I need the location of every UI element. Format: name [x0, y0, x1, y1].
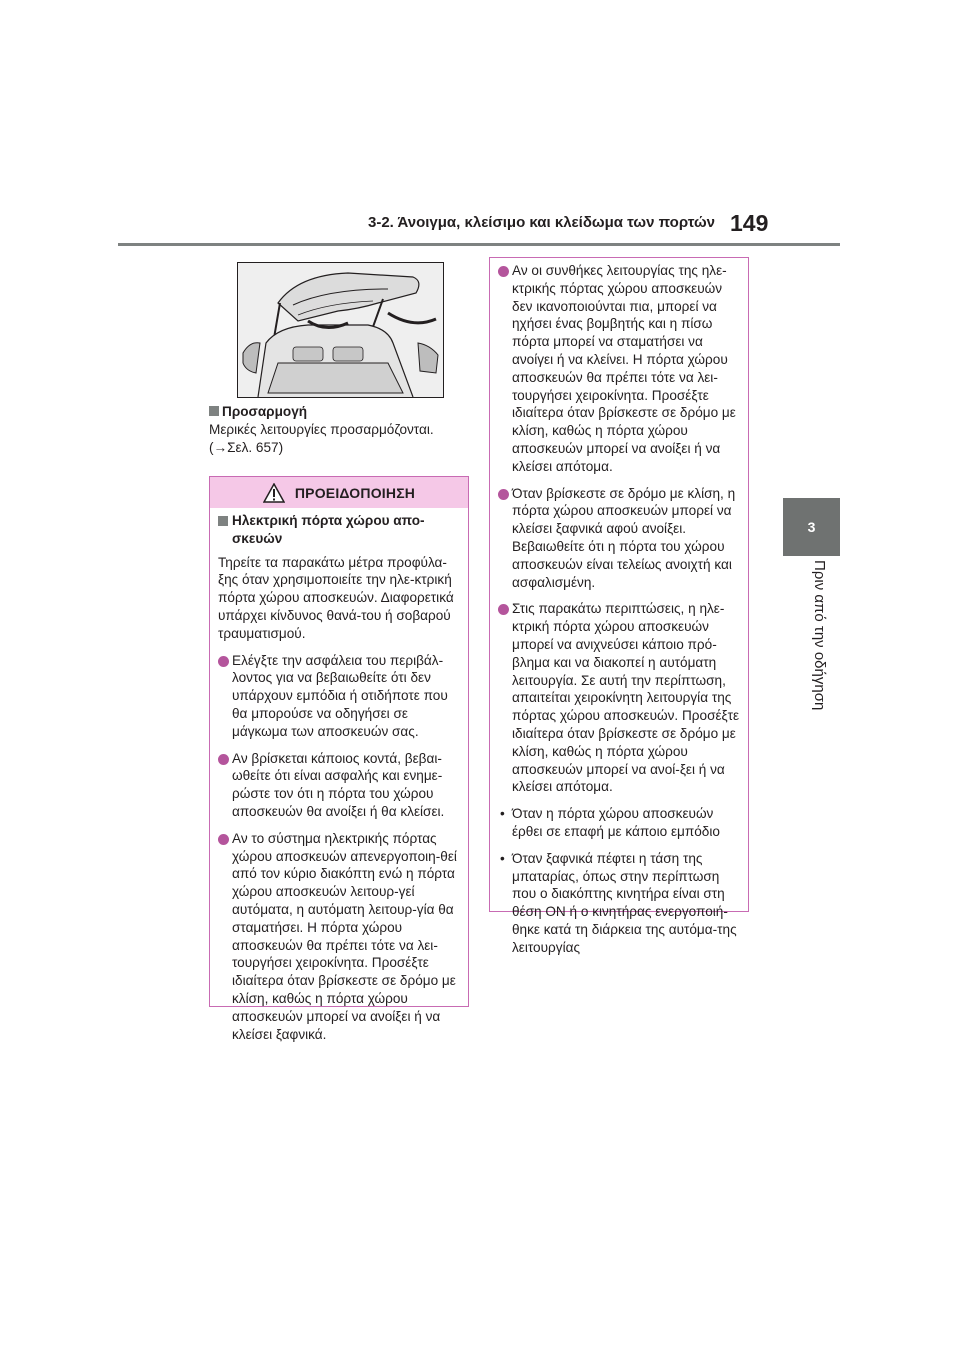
warning-continued-content	[490, 258, 748, 956]
warning-sub-item	[498, 850, 740, 957]
warning-item-text: Αν βρίσκεται κάποιος κοντά, βεβαι-ωθείτε ότι είναι ασφαλής και ενημε-ρώστε τον ότι η πόρτα του χώρου αποσκευών θα ανοίξει ή θα κλείσει.	[232, 750, 445, 819]
warning-triangle-icon	[263, 483, 285, 503]
chapter-side-label: Πριν από την οδήγηση	[811, 560, 828, 711]
warning-box	[209, 476, 469, 1042]
warning-item-text: Όταν βρίσκεστε σε δρόμο με κλίση, η πόρτα χώρου αποσκευών μπορεί να κλείσει ξαφνικά αφού ανοίξει. Βεβαιωθείτε ότι η πόρτα του χώρου αποσκευών είναι τελείως ανοιχτή και ασφαλισμένη.	[512, 485, 736, 590]
bullet-mark: •	[500, 806, 505, 822]
customization-text: Μερικές λειτουργίες προσαρμόζονται.	[209, 421, 434, 437]
warning-intro: Τηρείτε τα παρακάτω μέτρα προφύλα-ξης όταν χρησιμοποιείτε την ηλε-κτρική πόρτα χώρου αποσκευών. Διαφορετικά υπάρχει κίνδυνος θανά-του ή σοβαρού τραυματισμού.	[218, 554, 454, 641]
customization-heading-text: Προσαρμογή	[222, 404, 308, 419]
customization-heading	[209, 403, 469, 421]
tailgate-illustration	[237, 262, 444, 398]
tailgate-drawing	[238, 263, 443, 397]
bullet-mark: •	[500, 850, 505, 866]
warning-header	[210, 477, 468, 508]
warning-continued-box	[489, 257, 749, 955]
warning-sub-item-text: Όταν η πόρτα χώρου αποσκευών έρθει σε επαφή με κάποιο εμπόδιο	[512, 806, 720, 839]
warning-item	[218, 652, 460, 741]
warning-subheading	[218, 512, 460, 548]
warning-title: ΠΡΟΕΙΔΟΠΟΙΗΣΗ	[294, 484, 416, 501]
warning-item	[218, 750, 460, 821]
bullet-dot-icon	[498, 604, 509, 615]
warning-item-text: Ελέγξτε την ασφάλεια του περιβάλ-λοντος για να βεβαιωθείτε ότι δεν υπάρχουν εμπόδια ή οτιδήποτε που θα μπορούσε να οδηγήσει σε μάγκωμα των αποσκευών σας.	[232, 652, 448, 739]
chapter-number: 3	[807, 519, 816, 535]
square-bullet-icon	[218, 516, 228, 526]
chapter-title: 3-2. Άνοιγμα, κλείσιμο και κλείδωμα των πορτών	[368, 214, 715, 231]
warning-item	[218, 830, 460, 1044]
chapter-tab	[783, 498, 840, 556]
warning-item-text: Στις παρακάτω περιπτώσεις, η ηλε-κτρική πόρτα χώρου αποσκευών μπορεί να ανιχνεύσει κάποιο πρό-βλημα και να διακοπεί η αυτόματη λειτουργία. Σε αυτή την περίπτωση, απαιτείται χειροκίνητη λειτουργία της πόρτας χώρου αποσκευών. Προσέξτε ιδιαίτερα όταν βρίσκεστε σε δρόμο με κλίση, καθώς η πόρτα χώρου αποσκευών μπορεί να ανοί-ξει ή να κλείσει απότομα.	[512, 601, 740, 795]
bullet-dot-icon	[498, 489, 509, 500]
warning-item	[498, 600, 740, 796]
warning-sub-item-text: Όταν ξαφνικά πέφτει η τάση της μπαταρίας, όπως στην περίπτωση που ο διακόπτης κινητήρα είναι στη θέση ON ή ο κινητήρας ενεργοποιή-θηκε κατά τη διάρκεια της αυτόμα-της λειτουργίας	[512, 850, 737, 955]
warning-subheading-text: Ηλεκτρική πόρτα χώρου απο-σκευών	[232, 513, 425, 546]
page-number: 149	[730, 210, 769, 236]
customization-section	[209, 403, 469, 456]
header-rule	[118, 243, 840, 246]
warning-item	[498, 485, 740, 592]
warning-item-text: Αν το σύστημα ηλεκτρικής πόρτας χώρου αποσκευών απενεργοποιη-θεί από τον κύριο διακόπτη ενώ η πόρτα χώρου αποσκευών λειτουρ-γεί αυτόματα, η αυτόματη λειτουρ-γία θα σταματήσει. Η πόρτα χώρου αποσκευών θα πρέπει τότε να λει-τουργήσει χειροκίνητα. Προσέξτε ιδιαίτερα όταν βρίσκεστε σε δρόμο με κλίση, καθώς η πόρτα χώρου αποσκευών μπορεί να ανοίξει ή να κλείσει ξαφνικά.	[232, 830, 457, 1042]
bullet-dot-icon	[218, 656, 229, 667]
warning-content	[210, 508, 468, 1043]
square-bullet-icon	[209, 406, 219, 416]
bullet-dot-icon	[218, 754, 229, 765]
warning-item	[498, 262, 740, 476]
customization-ref: (→Σελ. 657)	[209, 439, 284, 455]
bullet-dot-icon	[218, 834, 229, 845]
bullet-dot-icon	[498, 266, 509, 277]
warning-item-text: Αν οι συνθήκες λειτουργίας της ηλε-κτρικής πόρτας χώρου αποσκευών δεν ικανοποιούνται πια, μπορεί να ηχήσει ένας βομβητής και η πίσω πόρτα μπορεί να σταματήσει να ανοίγει ή να κλείνει. Η πόρτα χώρου αποσκευών θα πρέπει τότε να λει-τουργήσει χειροκίνητα. Προσέξτε ιδιαίτερα όταν βρίσκεστε σε δρόμο με κλίση, καθώς η πόρτα χώρου αποσκευών μπορεί να ανοίξει ή να κλείσει απότομα.	[512, 263, 736, 474]
warning-sub-item	[498, 805, 740, 841]
